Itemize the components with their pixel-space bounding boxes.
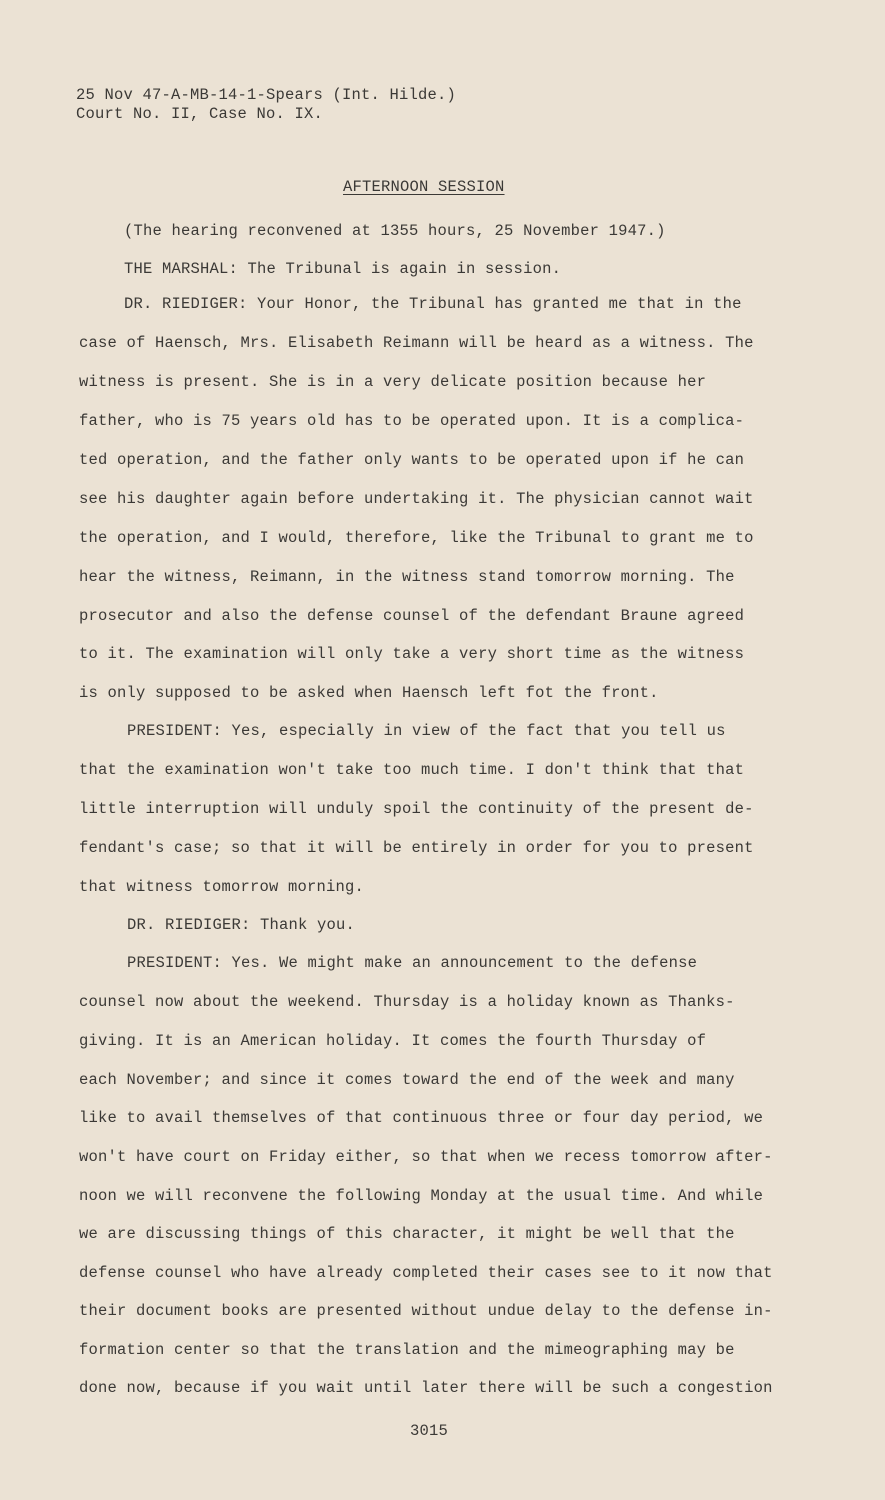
text-line: we are discussing things of this character, it might be well that the: [79, 1225, 735, 1243]
text-line: PRESIDENT: Yes. We might make an announcement to the defense: [127, 954, 698, 972]
text-line: that the examination won't take too much time. I don't think that that: [79, 761, 745, 779]
text-line: giving. It is an American holiday. It comes the fourth Thursday of: [79, 1032, 707, 1050]
text-line: little interruption will unduly spoil the continuity of the present de-: [79, 800, 754, 818]
text-line: ted operation, and the father only wants to be operated upon if he can: [79, 451, 745, 469]
text-line: see his daughter again before undertaking it. The physician cannot wait: [79, 490, 754, 508]
text-line: done now, because if you wait until later there will be such a congestion: [79, 1379, 773, 1397]
header-line-2: Court No. II, Case No. IX.: [76, 105, 324, 123]
text-line: counsel now about the weekend. Thursday is a holiday known as Thanks-: [79, 993, 735, 1011]
text-line: THE MARSHAL: The Tribunal is again in session.: [124, 260, 562, 278]
text-line: their document books are presented without undue delay to the defense in-: [79, 1302, 773, 1320]
page-number: 3015: [410, 1422, 449, 1440]
text-line: to it. The examination will only take a very short time as the witness: [79, 645, 745, 663]
text-line: hear the witness, Reimann, in the witness stand tomorrow morning. The: [79, 568, 735, 586]
text-line: PRESIDENT: Yes, especially in view of the fact that you tell us: [127, 722, 726, 740]
text-line: DR. RIEDIGER: Thank you.: [127, 916, 356, 934]
text-line: is only supposed to be asked when Haensch left fot the front.: [79, 684, 659, 702]
text-line: father, who is 75 years old has to be operated upon. It is a complica-: [79, 412, 745, 430]
text-line: defense counsel who have already completed their cases see to it now that: [79, 1264, 773, 1282]
text-line: DR. RIEDIGER: Your Honor, the Tribunal has granted me that in the: [124, 295, 742, 313]
text-line: that witness tomorrow morning.: [79, 878, 365, 896]
text-line: like to avail themselves of that continuous three or four day period, we: [79, 1109, 764, 1127]
text-line: formation center so that the translation and the mimeographing may be: [79, 1341, 735, 1359]
text-line: prosecutor and also the defense counsel of the defendant Braune agreed: [79, 607, 745, 625]
hearing-note: (The hearing reconvened at 1355 hours, 25 November 1947.): [124, 222, 666, 240]
header-line-1: 25 Nov 47-A-MB-14-1-Spears (Int. Hilde.): [76, 86, 457, 104]
text-line: won't have court on Friday either, so that when we recess tomorrow after-: [79, 1148, 773, 1166]
text-line: the operation, and I would, therefore, like the Tribunal to grant me to: [79, 529, 754, 547]
text-line: noon we will reconvene the following Monday at the usual time. And while: [79, 1187, 764, 1205]
text-line: case of Haensch, Mrs. Elisabeth Reimann will be heard as a witness. The: [79, 334, 754, 352]
session-title: AFTERNOON SESSION: [343, 178, 505, 196]
text-line: each November; and since it comes toward the end of the week and many: [79, 1071, 735, 1089]
text-line: witness is present. She is in a very delicate position because her: [79, 373, 707, 391]
text-line: fendant's case; so that it will be entirely in order for you to present: [79, 839, 754, 857]
